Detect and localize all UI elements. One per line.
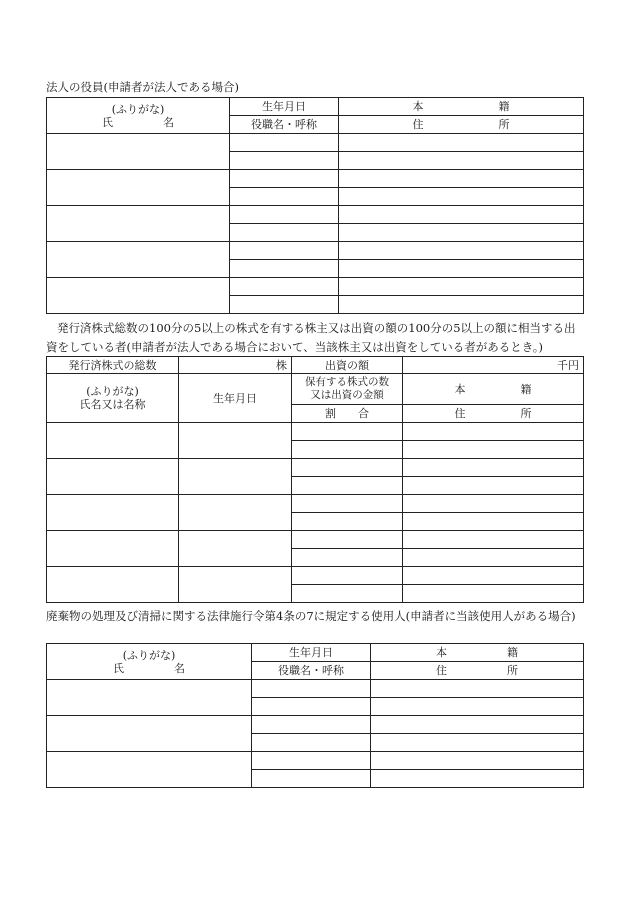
employee-title-cell[interactable]	[252, 698, 371, 716]
held-shares-header	[292, 374, 403, 405]
shareholder-birthdate-cell[interactable]	[179, 459, 292, 495]
shareholder-name-cell[interactable]	[47, 423, 179, 459]
address-label-left: 住	[412, 118, 424, 131]
honseki-header	[339, 98, 584, 116]
officer-birthdate-cell[interactable]	[230, 242, 339, 260]
shareholder-honseki-header	[403, 374, 584, 405]
officer-name-cell[interactable]	[47, 278, 230, 314]
held-shares-line2: 又は出資の金額	[310, 389, 384, 401]
officer-birthdate-cell[interactable]	[230, 206, 339, 224]
shareholder-birthdate-cell[interactable]	[179, 567, 292, 603]
officer-name-cell[interactable]	[47, 206, 230, 242]
section1-heading: 法人の役員(申請者が法人である場合)	[46, 80, 239, 94]
address-header	[339, 116, 584, 134]
employee-birthdate-cell[interactable]	[252, 680, 371, 698]
name-header-cell	[47, 98, 230, 134]
officer-address-cell[interactable]	[339, 188, 584, 206]
ratio-cell[interactable]	[292, 441, 403, 459]
shareholder-name-cell[interactable]	[47, 531, 179, 567]
shareholder-honseki-cell[interactable]	[403, 567, 584, 585]
shareholder-name-cell[interactable]	[47, 567, 179, 603]
officer-honseki-cell[interactable]	[339, 134, 584, 152]
officer-address-cell[interactable]	[339, 224, 584, 242]
officer-title-cell[interactable]	[230, 188, 339, 206]
birthdate-header: 生年月日	[230, 98, 339, 116]
held-shares-cell[interactable]	[292, 567, 403, 585]
honseki-label-right: 籍	[507, 646, 518, 659]
address-label-left: 住	[436, 664, 447, 677]
furigana-label: (ふりがな)	[111, 102, 165, 116]
employee-address-cell[interactable]	[371, 770, 584, 788]
shareholder-birthdate-cell[interactable]	[179, 423, 292, 459]
honseki-label-left: 本	[454, 382, 466, 396]
shareholder-name-cell[interactable]	[47, 495, 179, 531]
officer-title-cell[interactable]	[230, 260, 339, 278]
employee-honseki-cell[interactable]	[371, 716, 584, 734]
address-label-left: 住	[454, 407, 466, 420]
ratio-label-left: 割	[325, 407, 336, 420]
held-shares-cell[interactable]	[292, 531, 403, 549]
address-label-right: 所	[507, 664, 518, 677]
shareholder-address-cell[interactable]	[403, 477, 584, 495]
employee-title-cell[interactable]	[252, 734, 371, 752]
birthdate-header: 生年月日	[252, 644, 371, 662]
title-header: 役職名・呼称	[230, 116, 339, 134]
officer-address-cell[interactable]	[339, 152, 584, 170]
held-shares-cell[interactable]	[292, 459, 403, 477]
shareholder-birthdate-cell[interactable]	[179, 531, 292, 567]
name-label-left: 氏	[102, 115, 113, 129]
capital-amount-label: 出資の額	[292, 357, 403, 374]
total-shares-label: 発行済株式の総数	[47, 357, 179, 374]
officer-honseki-cell[interactable]	[339, 278, 584, 296]
ratio-cell[interactable]	[292, 549, 403, 567]
officer-birthdate-cell[interactable]	[230, 134, 339, 152]
employee-birthdate-cell[interactable]	[252, 716, 371, 734]
officer-honseki-cell[interactable]	[339, 206, 584, 224]
officer-name-cell[interactable]	[47, 134, 230, 170]
honseki-label-right: 籍	[498, 100, 510, 113]
officer-honseki-cell[interactable]	[339, 170, 584, 188]
name-or-title-label: 氏名又は名称	[79, 398, 146, 411]
ratio-cell[interactable]	[292, 477, 403, 495]
shareholder-address-cell[interactable]	[403, 549, 584, 567]
furigana-label: (ふりがな)	[122, 648, 176, 662]
shareholder-name-header	[47, 374, 179, 423]
ratio-label-right: 合	[358, 407, 369, 420]
shareholders-table	[46, 356, 584, 603]
officer-birthdate-cell[interactable]	[230, 278, 339, 296]
shareholder-honseki-cell[interactable]	[403, 459, 584, 477]
employee-birthdate-cell[interactable]	[252, 752, 371, 770]
shareholder-address-cell[interactable]	[403, 585, 584, 603]
officer-name-cell[interactable]	[47, 170, 230, 206]
honseki-label-left: 本	[412, 100, 424, 113]
officer-address-cell[interactable]	[339, 296, 584, 314]
officer-honseki-cell[interactable]	[339, 242, 584, 260]
shareholder-name-cell[interactable]	[47, 459, 179, 495]
honseki-label-left: 本	[436, 646, 447, 659]
capital-unit-cell[interactable]: 千円	[403, 357, 584, 374]
shareholder-honseki-cell[interactable]	[403, 423, 584, 441]
furigana-label: (ふりがな)	[86, 385, 139, 398]
ratio-cell[interactable]	[292, 513, 403, 531]
employees-table	[46, 643, 584, 788]
name-label	[47, 116, 229, 129]
officer-address-cell[interactable]	[339, 260, 584, 278]
officers-table	[46, 97, 584, 314]
shareholder-honseki-cell[interactable]	[403, 531, 584, 549]
shareholder-address-cell[interactable]	[403, 513, 584, 531]
name-label-right: 名	[163, 115, 174, 129]
employee-address-cell[interactable]	[371, 734, 584, 752]
shareholder-honseki-cell[interactable]	[403, 495, 584, 513]
held-shares-line1: 保有する株式の数	[305, 376, 389, 388]
name-header-cell	[47, 644, 252, 680]
employee-title-cell[interactable]	[252, 770, 371, 788]
held-shares-cell[interactable]	[292, 495, 403, 513]
address-label-right: 所	[498, 118, 510, 131]
section2-paragraph: 発行済株式総数の100分の5以上の株式を有する株主又は出資の額の100分の5以上の額に相当する出資をしている者(申請者が法人である場合において、当該株主又は出資をしている者があるとき。)	[46, 321, 576, 354]
shareholder-birthdate-cell[interactable]	[179, 495, 292, 531]
officer-name-cell[interactable]	[47, 242, 230, 278]
ratio-header	[292, 405, 403, 423]
held-shares-cell[interactable]	[292, 423, 403, 441]
officer-title-cell[interactable]	[230, 152, 339, 170]
employee-name-cell[interactable]	[47, 752, 252, 788]
section3-paragraph: 廃棄物の処理及び清掃に関する法律施行令第4条の7に規定する使用人(申請者に当該使用人がある場合)	[46, 609, 576, 623]
shareholder-birthdate-header: 生年月日	[179, 374, 292, 423]
employee-honseki-cell[interactable]	[371, 752, 584, 770]
ratio-cell[interactable]	[292, 585, 403, 603]
honseki-label-right: 籍	[520, 382, 532, 396]
officer-title-cell[interactable]	[230, 224, 339, 242]
shareholder-address-header	[403, 405, 584, 423]
employee-honseki-cell[interactable]	[371, 680, 584, 698]
title-header: 役職名・呼称	[252, 662, 371, 680]
officer-birthdate-cell[interactable]	[230, 170, 339, 188]
shares-unit-cell[interactable]: 株	[179, 357, 292, 374]
shareholder-address-cell[interactable]	[403, 441, 584, 459]
employee-name-cell[interactable]	[47, 716, 252, 752]
address-label-right: 所	[520, 407, 532, 420]
employee-address-cell[interactable]	[371, 698, 584, 716]
name-label-left: 氏	[113, 661, 124, 675]
address-header	[371, 662, 584, 680]
name-label-right: 名	[174, 661, 185, 675]
officer-title-cell[interactable]	[230, 296, 339, 314]
honseki-header	[371, 644, 584, 662]
name-label	[47, 662, 251, 675]
employee-name-cell[interactable]	[47, 680, 252, 716]
